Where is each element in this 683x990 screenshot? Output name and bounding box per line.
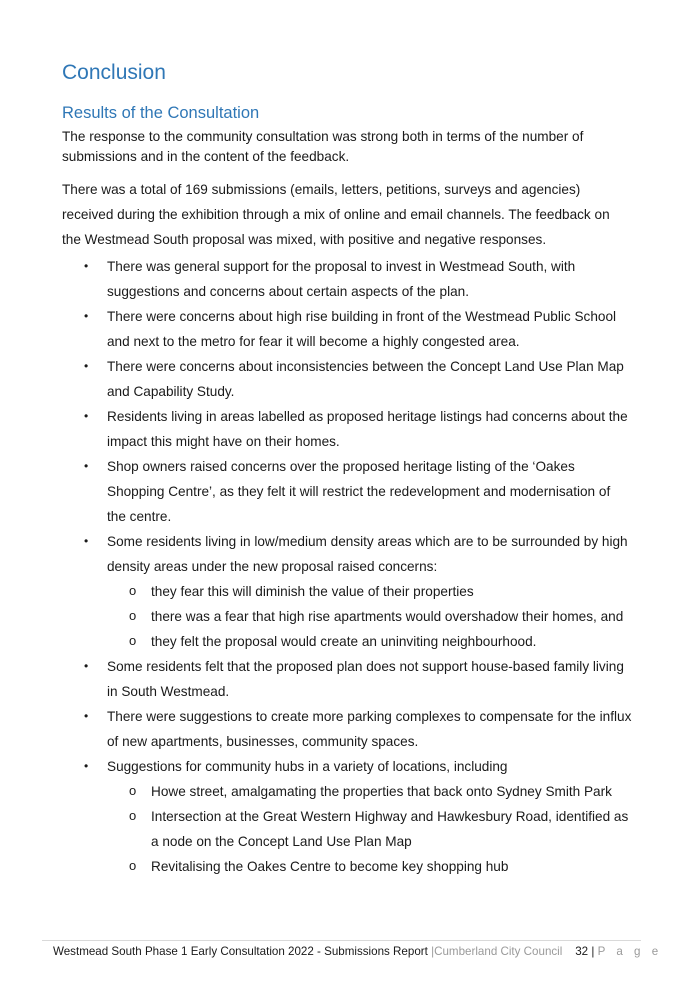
bullet-icon: •: [84, 659, 89, 673]
finding-item: [62, 354, 632, 404]
sub-item: [107, 804, 632, 854]
sub-item-text: they fear this will diminish the value of their properties: [151, 584, 474, 599]
sub-bullet-icon: o: [129, 608, 137, 623]
intro-paragraph: The response to the community consultation was strong both in terms of the number of submissions and in the content of the feedback.: [62, 129, 584, 164]
footer-page-label: P a g e: [597, 945, 663, 958]
bullet-icon: •: [84, 459, 89, 473]
finding-text: Suggestions for community hubs in a variety of locations, including: [107, 759, 508, 774]
finding-text: There were suggestions to create more parking complexes to compensate for the influx of new apartments, businesses, community spaces.: [107, 709, 632, 749]
bullet-icon: •: [84, 409, 89, 423]
sub-bullet-icon: o: [129, 808, 137, 823]
bullet-icon: •: [84, 534, 89, 548]
finding-text: Some residents felt that the proposed plan does not support house-based family living in South Westmead.: [107, 659, 624, 699]
sub-list: [107, 779, 632, 879]
finding-item: [62, 754, 632, 879]
footer-page-number: 32: [575, 945, 589, 958]
sub-item-text: Howe street, amalgamating the properties that back onto Sydney Smith Park: [151, 784, 612, 799]
footer-page-separator: |: [591, 945, 595, 958]
bullet-icon: •: [84, 359, 89, 373]
finding-text: There were concerns about inconsistencies between the Concept Land Use Plan Map and Capability Study.: [107, 359, 624, 399]
finding-text: Some residents living in low/medium density areas which are to be surrounded by high density areas under the new proposal raised concerns:: [107, 534, 628, 574]
bullet-icon: •: [84, 709, 89, 723]
finding-text: Shop owners raised concerns over the proposed heritage listing of the ‘Oakes Shopping Centre’, as they felt it will restrict the redevelopment and modernisation of the centre.: [107, 459, 611, 524]
sub-item-text: they felt the proposal would create an uninviting neighbourhood.: [151, 634, 537, 649]
bullet-icon: •: [84, 309, 89, 323]
footer-report-title: Westmead South Phase 1 Early Consultation 2022 - Submissions Report: [53, 945, 428, 958]
finding-text: There was general support for the proposal to invest in Westmead South, with suggestions and concerns about certain aspects of the plan.: [107, 259, 576, 299]
finding-item: [62, 304, 632, 354]
finding-item: [62, 454, 632, 529]
sub-item-text: Revitalising the Oakes Centre to become key shopping hub: [151, 859, 509, 874]
summary-paragraph: There was a total of 169 submissions (emails, letters, petitions, surveys and agencies) received during the exhibition through a mix of online and email channels. The feedback on the Westmead South proposal was mixed, with positive and negative responses.: [62, 182, 610, 247]
sub-item-text: Intersection at the Great Western Highway and Hawkesbury Road, identified as a node on the Concept Land Use Plan Map: [151, 809, 629, 849]
finding-text: There were concerns about high rise building in front of the Westmead Public School and next to the metro for fear it will become a highly congested area.: [107, 309, 617, 349]
page-footer: [42, 940, 663, 960]
sub-bullet-icon: o: [129, 583, 137, 598]
finding-item: [62, 404, 632, 454]
sub-item: [107, 854, 632, 879]
footer-separator: |: [431, 945, 435, 958]
finding-item: [62, 254, 632, 304]
finding-item: [62, 704, 632, 754]
finding-text: Residents living in areas labelled as proposed heritage listings had concerns about the impact this might have on their homes.: [107, 409, 628, 449]
finding-item: [62, 529, 632, 654]
sub-item: [107, 629, 632, 654]
finding-item: [62, 654, 632, 704]
sub-bullet-icon: o: [129, 783, 137, 798]
bullet-icon: •: [84, 259, 89, 273]
findings-list: [62, 254, 632, 879]
sub-bullet-icon: o: [129, 633, 137, 648]
section-heading: Conclusion: [62, 61, 166, 84]
bullet-icon: •: [84, 759, 89, 773]
sub-list: [107, 579, 632, 654]
sub-item: [107, 604, 632, 629]
sub-bullet-icon: o: [129, 858, 137, 873]
subsection-heading: Results of the Consultation: [62, 104, 260, 122]
sub-item-text: there was a fear that high rise apartments would overshadow their homes, and: [151, 609, 624, 624]
document-page: [62, 58, 632, 879]
sub-item: [107, 579, 632, 604]
sub-item: [107, 779, 632, 804]
footer-council: Cumberland City Council: [434, 945, 563, 958]
